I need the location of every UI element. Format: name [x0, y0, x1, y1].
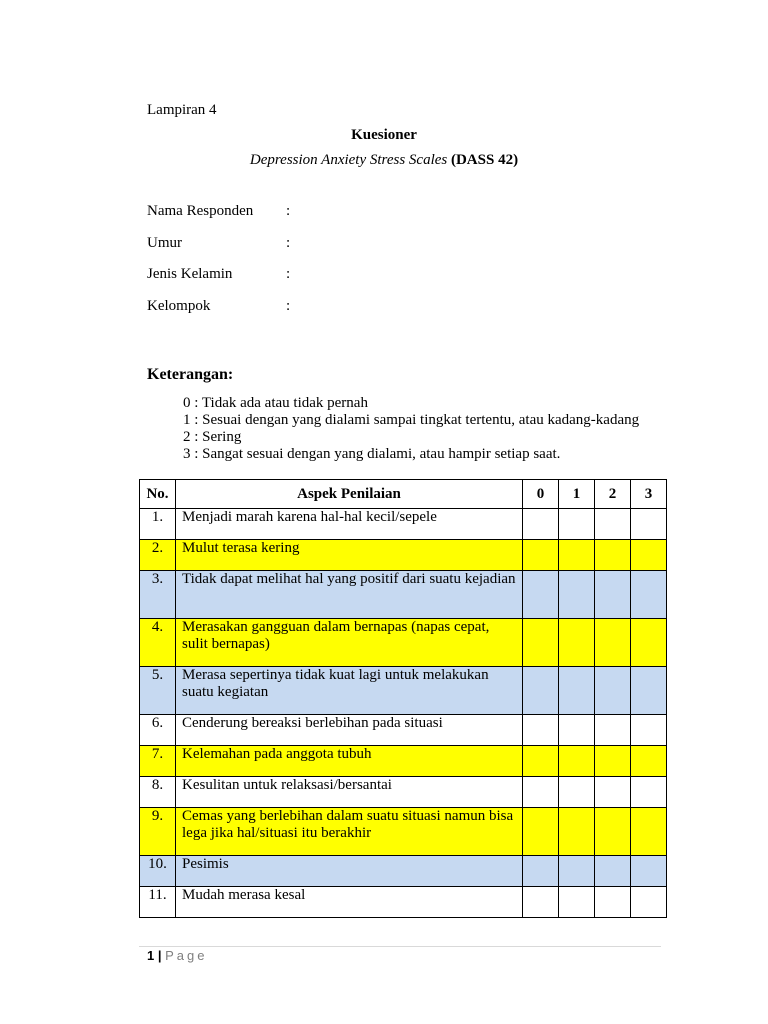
table-body — [140, 509, 667, 918]
table-row — [140, 887, 667, 918]
score-cell-3[interactable] — [631, 808, 667, 856]
footer-separator: | — [157, 948, 162, 963]
legend-item-3: 3 : Sangat sesuai dengan yang dialami, atau hampir setiap saat. — [183, 446, 561, 462]
field-label: Kelompok — [147, 298, 211, 314]
score-cell-0[interactable] — [523, 715, 559, 746]
row-aspect-text: Merasa sepertinya tidak kuat lagi untuk melakukan suatu kegiatan — [176, 667, 523, 715]
page-number: 1 — [147, 948, 155, 963]
field-colon: : — [286, 235, 291, 251]
document-title: Kuesioner — [351, 127, 417, 143]
row-aspect-text: Kesulitan untuk relaksasi/bersantai — [176, 777, 523, 808]
score-cell-3[interactable] — [631, 571, 667, 619]
field-kelompok — [147, 298, 290, 315]
field-nama-responden — [147, 203, 290, 220]
score-cell-2[interactable] — [595, 619, 631, 667]
score-cell-1[interactable] — [559, 571, 595, 619]
score-legend — [183, 395, 639, 463]
legend-item-2: 2 : Sering — [183, 429, 242, 445]
header-score-0: 0 — [523, 480, 559, 509]
score-cell-2[interactable] — [595, 571, 631, 619]
score-cell-1[interactable] — [559, 715, 595, 746]
score-cell-0[interactable] — [523, 509, 559, 540]
field-jenis-kelamin — [147, 266, 290, 283]
score-cell-2[interactable] — [595, 540, 631, 571]
field-label: Nama Responden — [147, 203, 254, 219]
header-no: No. — [140, 480, 176, 509]
table-row — [140, 746, 667, 777]
subtitle-scale-name: Depression Anxiety Stress Scales — [249, 152, 448, 168]
legend-item-0: 0 : Tidak ada atau tidak pernah — [183, 395, 368, 411]
row-number: 2. — [140, 540, 176, 571]
score-cell-3[interactable] — [631, 856, 667, 887]
score-cell-0[interactable] — [523, 887, 559, 918]
row-number: 8. — [140, 777, 176, 808]
score-cell-3[interactable] — [631, 777, 667, 808]
appendix-label: Lampiran 4 — [147, 102, 217, 118]
page-label: Page — [165, 948, 208, 963]
score-cell-1[interactable] — [559, 619, 595, 667]
table-row — [140, 619, 667, 667]
row-number: 10. — [140, 856, 176, 887]
header-score-2: 2 — [595, 480, 631, 509]
header-score-1: 1 — [559, 480, 595, 509]
legend-item-1: 1 : Sesuai dengan yang dialami sampai tingkat tertentu, atau kadang-kadang — [183, 412, 640, 428]
row-aspect-text: Cenderung bereaksi berlebihan pada situasi — [176, 715, 523, 746]
row-number: 11. — [140, 887, 176, 918]
row-number: 4. — [140, 619, 176, 667]
score-cell-1[interactable] — [559, 808, 595, 856]
score-cell-3[interactable] — [631, 746, 667, 777]
row-aspect-text: Cemas yang berlebihan dalam suatu situasi namun bisa lega jika hal/situasi itu berakhir — [176, 808, 523, 856]
score-cell-1[interactable] — [559, 777, 595, 808]
score-cell-3[interactable] — [631, 619, 667, 667]
questionnaire-table — [139, 479, 667, 918]
score-cell-1[interactable] — [559, 540, 595, 571]
score-cell-1[interactable] — [559, 667, 595, 715]
score-cell-2[interactable] — [595, 808, 631, 856]
table-header-row — [140, 480, 667, 509]
header-aspek: Aspek Penilaian — [176, 480, 523, 509]
field-colon: : — [286, 266, 291, 282]
table-row — [140, 667, 667, 715]
row-number: 6. — [140, 715, 176, 746]
score-cell-3[interactable] — [631, 509, 667, 540]
score-cell-2[interactable] — [595, 746, 631, 777]
score-cell-0[interactable] — [523, 856, 559, 887]
field-label: Jenis Kelamin — [147, 266, 233, 282]
row-number: 9. — [140, 808, 176, 856]
legend-title: Keterangan: — [147, 366, 234, 383]
score-cell-2[interactable] — [595, 667, 631, 715]
row-number: 1. — [140, 509, 176, 540]
table-row — [140, 856, 667, 887]
table-row — [140, 540, 667, 571]
footer-divider — [139, 946, 661, 947]
table-row — [140, 509, 667, 540]
score-cell-2[interactable] — [595, 777, 631, 808]
row-number: 5. — [140, 667, 176, 715]
field-colon: : — [286, 203, 291, 219]
score-cell-0[interactable] — [523, 808, 559, 856]
row-aspect-text: Pesimis — [176, 856, 523, 887]
score-cell-3[interactable] — [631, 887, 667, 918]
row-aspect-text: Menjadi marah karena hal-hal kecil/sepele — [176, 509, 523, 540]
score-cell-2[interactable] — [595, 715, 631, 746]
score-cell-0[interactable] — [523, 746, 559, 777]
page-footer — [147, 948, 208, 963]
score-cell-0[interactable] — [523, 540, 559, 571]
score-cell-0[interactable] — [523, 571, 559, 619]
row-aspect-text: Merasakan gangguan dalam bernapas (napas cepat, sulit bernapas) — [176, 619, 523, 667]
row-aspect-text: Mulut terasa kering — [176, 540, 523, 571]
table-row — [140, 808, 667, 856]
table-row — [140, 571, 667, 619]
field-umur — [147, 235, 290, 252]
score-cell-2[interactable] — [595, 856, 631, 887]
table-row — [140, 715, 667, 746]
row-number: 7. — [140, 746, 176, 777]
score-cell-1[interactable] — [559, 887, 595, 918]
score-cell-0[interactable] — [523, 777, 559, 808]
score-cell-1[interactable] — [559, 856, 595, 887]
field-label: Umur — [147, 235, 182, 251]
score-cell-2[interactable] — [595, 509, 631, 540]
row-aspect-text: Kelemahan pada anggota tubuh — [176, 746, 523, 777]
score-cell-0[interactable] — [523, 619, 559, 667]
score-cell-3[interactable] — [631, 667, 667, 715]
document-subtitle — [0, 152, 768, 169]
row-aspect-text: Mudah merasa kesal — [176, 887, 523, 918]
field-colon: : — [286, 298, 291, 314]
score-cell-1[interactable] — [559, 509, 595, 540]
header-score-3: 3 — [631, 480, 667, 509]
row-aspect-text: Tidak dapat melihat hal yang positif dari suatu kejadian — [176, 571, 523, 619]
score-cell-0[interactable] — [523, 667, 559, 715]
score-cell-1[interactable] — [559, 746, 595, 777]
subtitle-abbrev: (DASS 42) — [450, 152, 519, 168]
table-row — [140, 777, 667, 808]
row-number: 3. — [140, 571, 176, 619]
score-cell-3[interactable] — [631, 715, 667, 746]
score-cell-2[interactable] — [595, 887, 631, 918]
score-cell-3[interactable] — [631, 540, 667, 571]
